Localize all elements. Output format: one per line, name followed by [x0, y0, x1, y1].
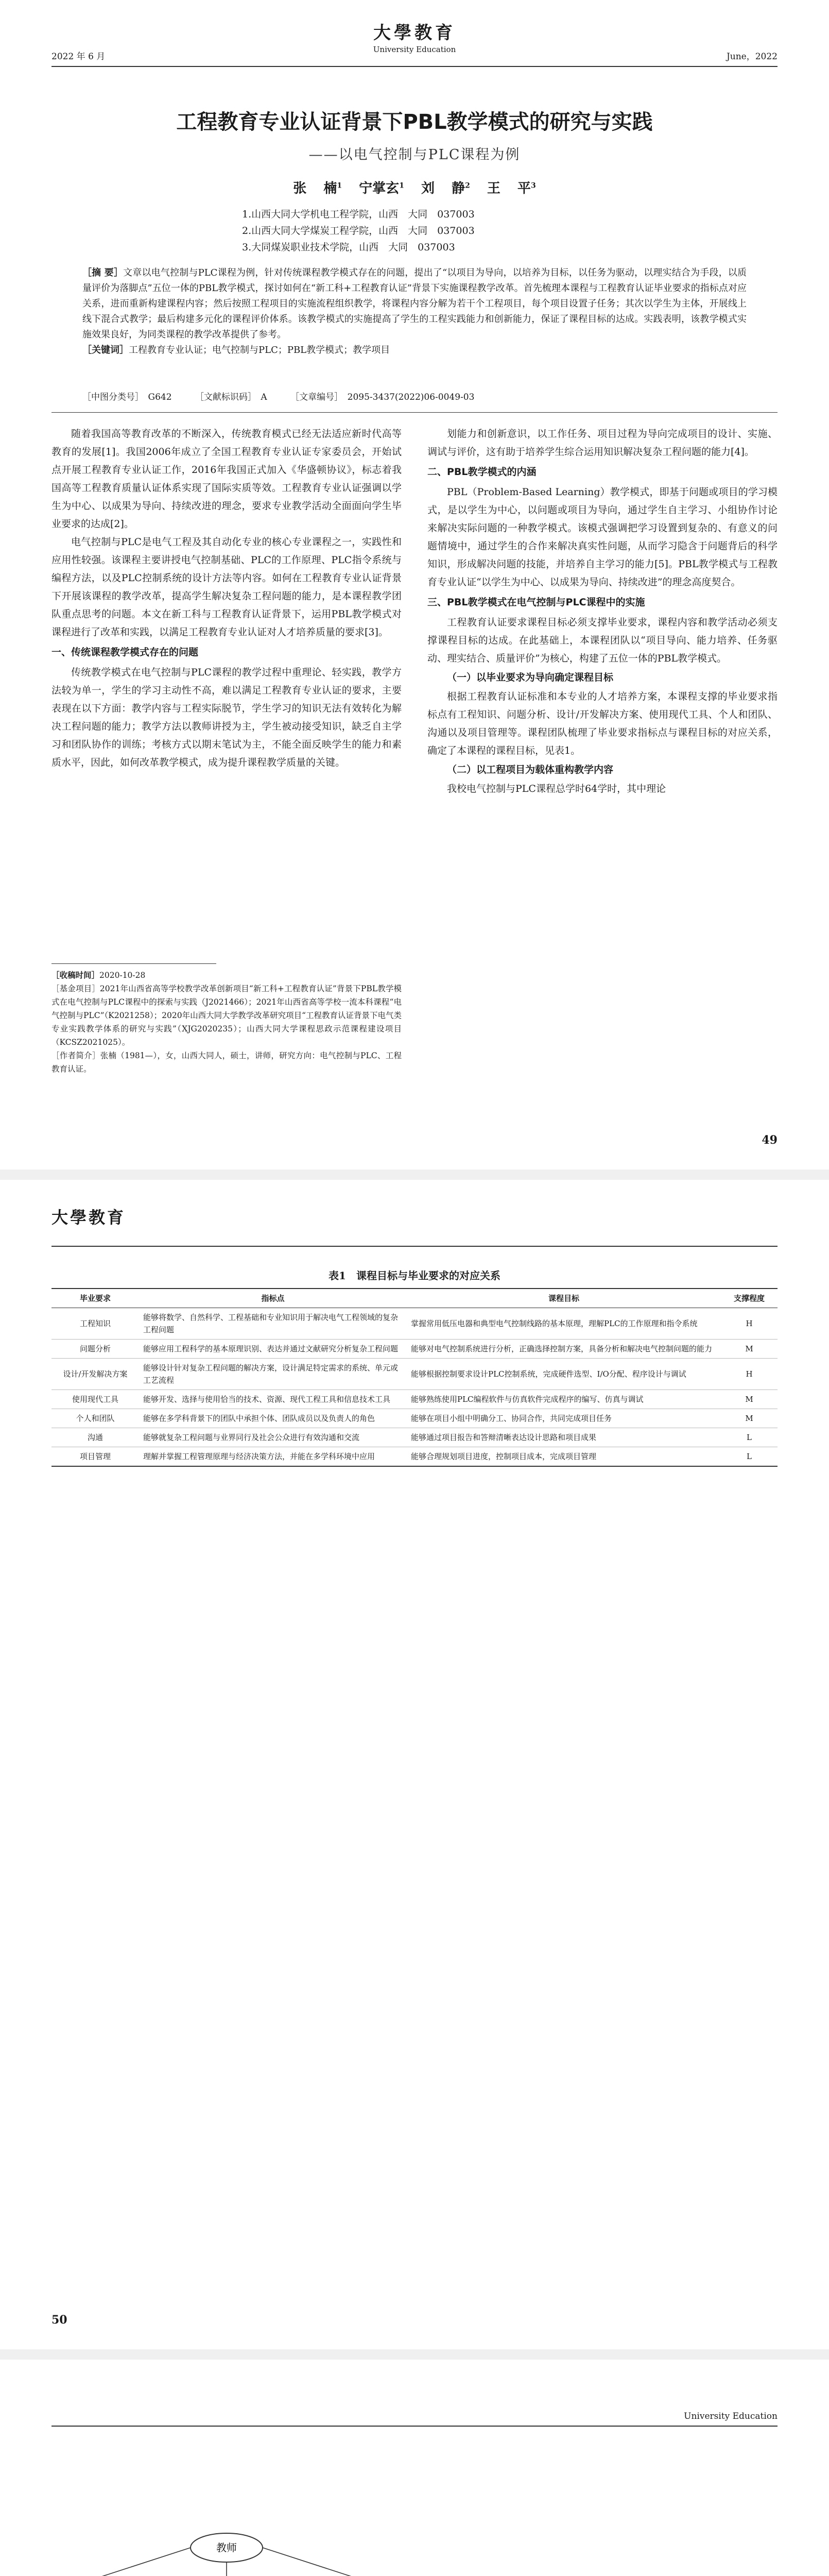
- journal-name: 大學教育: [373, 23, 456, 43]
- table-cell: 能够根据控制要求设计PLC控制系统，完成硬件选型、I/O分配、程序设计与调试: [407, 1359, 721, 1390]
- section-heading: （一）以毕业要求为导向确定课程目标: [447, 672, 614, 683]
- body-column-left: [51, 425, 402, 772]
- divider: [51, 412, 778, 413]
- figure-1: [51, 2522, 402, 2576]
- table-row: [51, 1390, 778, 1409]
- table-cell: H: [721, 1308, 778, 1340]
- affiliation: 2.山西大同大学煤炭工程学院，山西 大同 037003: [242, 225, 475, 236]
- table-row: [51, 1359, 778, 1390]
- table-header: 支撑程度: [721, 1289, 778, 1308]
- affiliation: 3.大同煤炭职业技术学院，山西 大同 037003: [242, 242, 455, 253]
- document-code: ［文献标识码］ A: [195, 392, 267, 402]
- table-cell: M: [721, 1340, 778, 1359]
- table-row: [51, 1447, 778, 1467]
- table-header: 毕业要求: [51, 1289, 139, 1308]
- page-3: [0, 2360, 829, 2576]
- author: 刘 静$^2$: [421, 181, 470, 196]
- author-info: ［作者简介］张楠（1981—），女，山西大同人，硕士，讲师，研究方向：电气控制与PLC、工程教育认证。: [51, 1051, 402, 1074]
- page-number: 50: [51, 2313, 67, 2327]
- table-cell: 工程知识: [51, 1308, 139, 1340]
- table-cell: L: [721, 1428, 778, 1447]
- article-number: ［文章编号］ 2095-3437(2022)06-0049-03: [290, 392, 475, 402]
- body-paragraph: 我校电气控制与PLC课程总学时64学时，其中理论: [447, 783, 666, 794]
- table-cell: 理解并掌握工程管理原理与经济决策方法，并能在多学科环境中应用: [139, 1447, 407, 1467]
- author: 宁掌玄$^1$: [359, 181, 404, 196]
- table-cell: 设计/开发解决方案: [51, 1359, 139, 1390]
- table-cell: 问题分析: [51, 1340, 139, 1359]
- table-cell: 能够将数学、自然科学、工程基础和专业知识用于解决电气工程领域的复杂工程问题: [139, 1308, 407, 1340]
- abstract-label: ［摘 要］: [82, 267, 124, 278]
- flow-node-label: 教师: [216, 2541, 237, 2554]
- page-header: [51, 1195, 778, 1247]
- table-cell: 能够合理规划项目进度，控制项目成本，完成项目管理: [407, 1447, 721, 1467]
- journal-logo: [373, 19, 456, 54]
- page-number: 49: [762, 1133, 778, 1147]
- table-header: 指标点: [139, 1289, 407, 1308]
- body-column-right: [427, 425, 778, 798]
- table-cell: H: [721, 1359, 778, 1390]
- table-cell: 使用现代工具: [51, 1390, 139, 1409]
- author: 王 平$^3$: [487, 181, 536, 196]
- table-header: 课程目标: [407, 1289, 721, 1308]
- abstract: [82, 265, 747, 358]
- table-cell: 个人和团队: [51, 1409, 139, 1428]
- table-cell: L: [721, 1447, 778, 1467]
- journal-name-en: University Education: [373, 45, 456, 54]
- table-row: [51, 1428, 778, 1447]
- body-paragraph: 工程教育认证要求课程目标必须支撑毕业要求，课程内容和教学活动必须支撑课程目标的达成。在此基础上，本课程团队以“项目导向、能力培养、任务驱动、理实结合、质量评价”为核心，构建了五位一体的PBL教学模式。: [427, 617, 778, 664]
- body-paragraph: PBL（Problem-Based Learning）教学模式，即基于问题或项目的学习模式，是以学生为中心，以问题或项目为导向，通过学生自主学习、小组协作讨论来解决实际问题的一种教学模式。该模式强调把学习设置到复杂的、有意义的问题情境中，通过学生的合作来解决真实性问题，从而学习隐含于问题背后的科学知识，形成解决问题的技能，并培养自主学习的能力[5]。PBL教学模式与工程教育专业认证“以学生为中心、以成果为导向、持续改进”的理念高度契合。: [427, 486, 778, 588]
- section-heading: 一、传统课程教学模式存在的问题: [51, 647, 199, 658]
- table-cell: 能够应用工程科学的基本原理识别、表达并通过文献研究分析复杂工程问题: [139, 1340, 407, 1359]
- table-cell: 能够通过项目报告和答辩清晰表达设计思路和项目成果: [407, 1428, 721, 1447]
- section-heading: 二、PBL教学模式的内涵: [427, 466, 537, 478]
- issue-date: 2022 年 6 月: [51, 52, 106, 62]
- table-cell: 能够设计针对复杂工程问题的解决方案，设计满足特定需求的系统、单元或工艺流程: [139, 1359, 407, 1390]
- page-header: [51, 2375, 778, 2427]
- table-cell: 沟通: [51, 1428, 139, 1447]
- section-heading: （二）以工程项目为载体重构教学内容: [447, 764, 614, 775]
- affiliations: [242, 206, 475, 256]
- funding-info: ［基金项目］2021年山西省高等学校教学改革创新项目“新工科+工程教育认证”背景下PBL教学模式在电气控制与PLC课程中的探索与实践（J2021466）；2021年山西省高等学校一流本科课程“电气控制与PLC”（K2021258）；2020年山西大同大学教学改革研究项目“工程教育认证背景下电气类专业实践教学体系的研究与实践”（XJG2020235）；山西大同大学课程思政示范课程建设项目（KCSZ2021025）。: [51, 984, 402, 1047]
- body-paragraph: 根据工程教育认证标准和本专业的人才培养方案，本课程支撑的毕业要求指标点有工程知识、问题分析、设计/开发解决方案、使用现代工具、个人和团队、沟通以及项目管理等。课程团队梳理了毕业要求指标点与课程目标的对应关系，确定了本课程的课程目标，见表1。: [427, 691, 778, 756]
- section-heading: 三、PBL教学模式在电气控制与PLC课程中的实施: [427, 597, 645, 608]
- page-1: [0, 0, 829, 1170]
- journal-name-en: University Education: [684, 2411, 778, 2421]
- table-cell: M: [721, 1409, 778, 1428]
- table-1: [51, 1288, 778, 1467]
- table-cell: M: [721, 1390, 778, 1409]
- author: 张 楠$^1$: [293, 181, 342, 196]
- abstract-text: 文章以电气控制与PLC课程为例，针对传统课程教学模式存在的问题，提出了“以项目为导向，以培养为目标，以任务为驱动，以理实结合为手段，以质量评价为落脚点”五位一体的PBL教学模式，探讨如何在“新工科+工程教育认证”背景下实施课程教学改革。首先梳理本课程与工程教育认证毕业要求的指标点对应关系，进而重新构建课程内容；然后按照工程项目的实施流程组织教学，将课程内容分解为若干个工程项目，每个项目设置子任务；其次以学生为主体，开展线上线下混合式教学；最后构建多元化的课程评价体系。该教学模式的实施提高了学生的工程实践能力和创新能力，保证了课程目标的达成。实践表明，该教学模式实施效果良好，为同类课程的教学改革提供了参考。: [82, 267, 747, 340]
- keywords-label: ［关键词］: [82, 345, 129, 355]
- journal-name: 大學教育: [51, 1208, 126, 1227]
- table-row: [51, 1409, 778, 1428]
- keywords: 工程教育专业认证；电气控制与PLC；PBL教学模式；教学项目: [129, 345, 390, 355]
- body-paragraph: 传统教学模式在电气控制与PLC课程的教学过程中重理论、轻实践，教学方法较为单一，学生的学习主动性不高，难以满足工程教育专业认证的要求，主要表现在以下方面：教学内容与工程实际脱节，学生学习的知识无法有效转化为解决工程问题的能力；教学方法以教师讲授为主，学生被动接受知识，缺乏自主学习和团队协作的训练；考核方式以期末笔试为主，不能全面反映学生的能力和素质水平，因此，如何改革教学模式，成为提升课程教学质量的关键。: [51, 667, 402, 768]
- table-1-caption: 表1 课程目标与毕业要求的对应关系: [329, 1269, 500, 1282]
- table-cell: 掌握常用低压电器和典型电气控制线路的基本原理，理解PLC的工作原理和指令系统: [407, 1308, 721, 1340]
- table-cell: 能够熟练使用PLC编程软件与仿真软件完成程序的编写、仿真与调试: [407, 1390, 721, 1409]
- body-paragraph: 电气控制与PLC是电气工程及其自动化专业的核心专业课程之一，实践性和应用性较强。该课程主要讲授电气控制基础、PLC的工作原理、PLC指令系统与编程方法，以及PLC控制系统的设计方法等内容。如何在工程教育专业认证背景下开展该课程的教学改革，提高学生解决复杂工程问题的能力，是本课程教学团队重点思考的问题。本文在新工科与工程教育认证背景下，运用PBL教学模式对课程进行了改革和实践，以满足工程教育专业认证对人才培养质量的要求[3]。: [51, 536, 402, 638]
- received-date: ［收稿时间］2020-10-28: [51, 970, 146, 980]
- clc-number: ［中图分类号］ G642: [82, 392, 172, 402]
- table-cell: 能够在多学科背景下的团队中承担个体、团队成员以及负责人的角色: [139, 1409, 407, 1428]
- table-cell: 能够对电气控制系统进行分析，正确选择控制方案，具备分析和解决电气控制问题的能力: [407, 1340, 721, 1359]
- table-cell: 能够在项目小组中明确分工、协同合作，共同完成项目任务: [407, 1409, 721, 1428]
- affiliation: 1.山西大同大学机电工程学院，山西 大同 037003: [242, 209, 475, 220]
- table-row: [51, 1340, 778, 1359]
- footnote-divider: [51, 963, 216, 964]
- body-paragraph: 划能力和创新意识，以工作任务、项目过程为导向完成项目的设计、实施、调试与评价，这有助于培养学生综合运用知识解决复杂工程问题的能力[4]。: [427, 428, 778, 457]
- footnotes: [51, 969, 402, 1076]
- table-cell: 能够开发、选择与使用恰当的技术、资源、现代工程工具和信息技术工具: [139, 1390, 407, 1409]
- paper-title: 工程教育专业认证背景下PBL教学模式的研究与实践: [176, 110, 653, 134]
- page-header: [51, 15, 778, 67]
- issue-date-en: June，2022: [726, 52, 778, 62]
- table-cell: 能够就复杂工程问题与业界同行及社会公众进行有效沟通和交流: [139, 1428, 407, 1447]
- article-meta: [82, 389, 747, 402]
- table-cell: 项目管理: [51, 1447, 139, 1467]
- page-2: [0, 1180, 829, 2349]
- table-row: [51, 1308, 778, 1340]
- body-paragraph: 随着我国高等教育改革的不断深入，传统教育模式已经无法适应新时代高等教育的发展[1]。我国2006年成立了全国工程教育专业认证专家委员会，开始试点开展工程教育专业认证工作，2016年我国正式加入《华盛顿协议》，标志着我国高等工程教育质量认证体系实现了国际实质等效。工程教育专业认证强调以学生为中心、以成果为导向、持续改进的理念，要求专业教学活动全面面向学生毕业要求的达成[2]。: [51, 428, 402, 530]
- paper-subtitle: ——以电气控制与PLC课程为例: [308, 147, 521, 163]
- author-list: [51, 178, 778, 197]
